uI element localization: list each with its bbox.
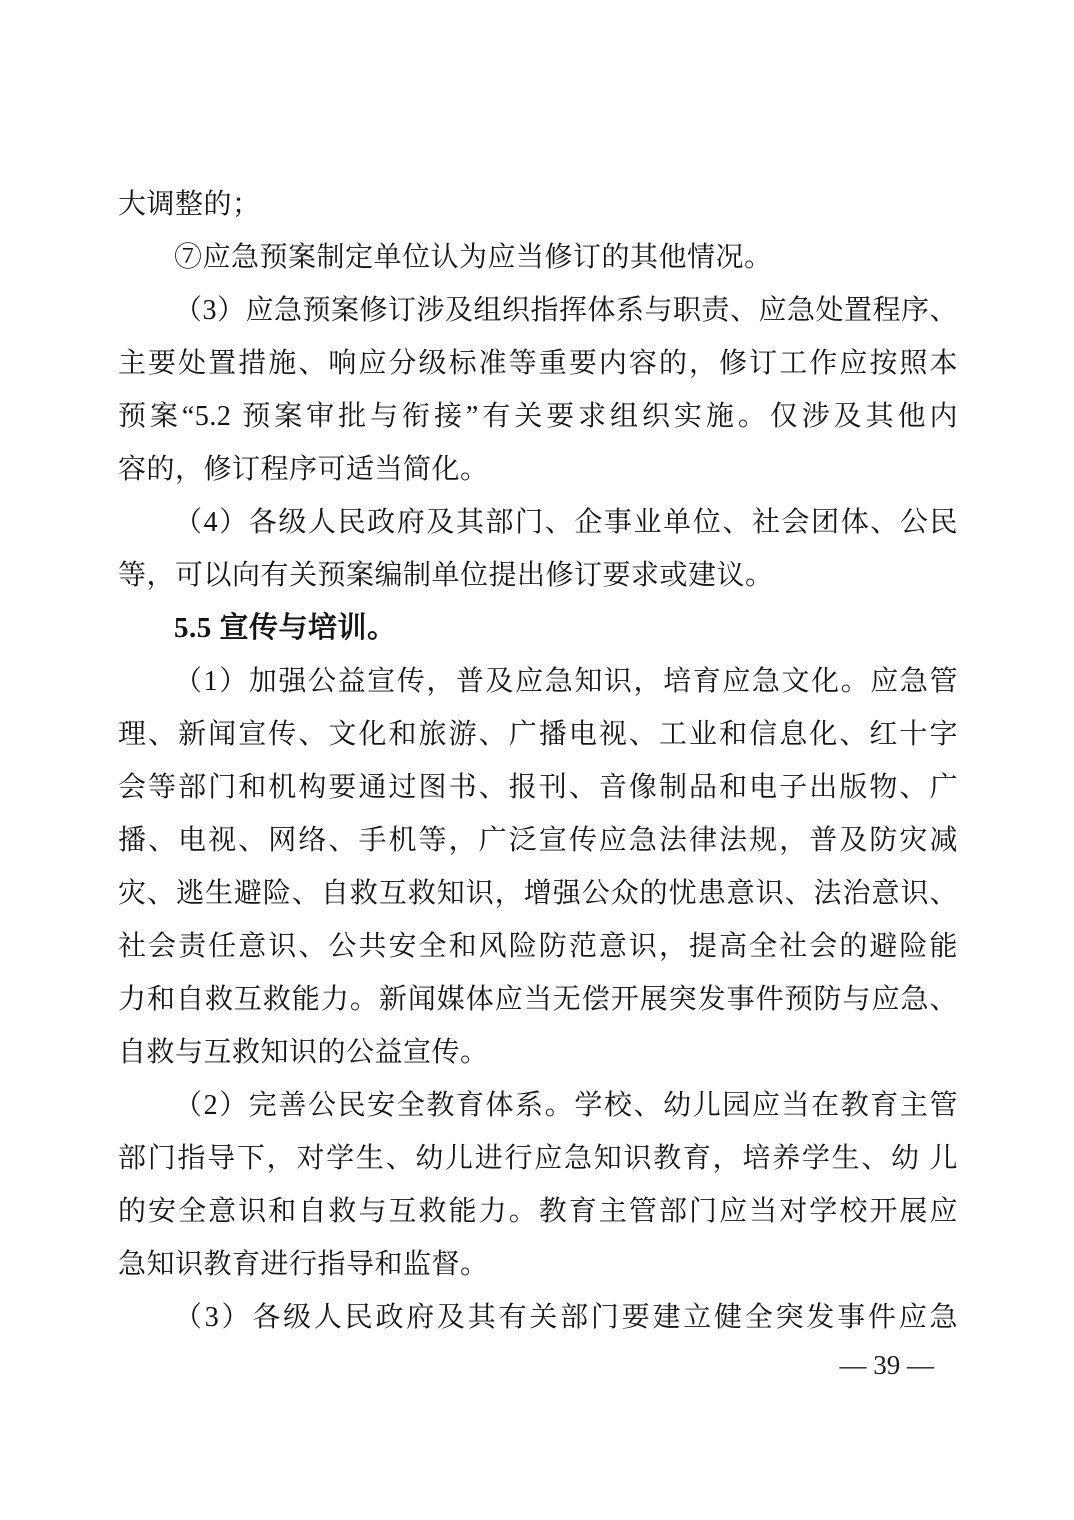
- text-line: 部门指导下，对学生、幼儿进行应急知识教育，培养学生、幼 儿: [118, 1143, 958, 1174]
- section-heading: 5.5 宣传与培训。: [174, 612, 397, 644]
- text-line: （3）应急预案修订涉及组织指挥体系与职责、应急处置程序、: [174, 295, 959, 326]
- text-line: 大调整的；: [118, 189, 261, 220]
- text-line: （3）各级人民政府及其有关部门要建立健全突发事件应急: [174, 1302, 958, 1333]
- text-line: 会等部门和机构要通过图书、报刊、音像制品和电子出版物、广: [118, 772, 958, 803]
- text-line: 理、新闻宣传、文化和旅游、广播电视、工业和信息化、红十字: [118, 719, 958, 750]
- text-line: 社会责任意识、公共安全和风险防范意识，提高全社会的避险能: [118, 931, 958, 962]
- text-line: 的安全意识和自救与互救能力。教育主管部门应当对学校开展应: [118, 1196, 958, 1227]
- text-line: 主要处置措施、响应分级标准等重要内容的，修订工作应按照本: [118, 348, 958, 379]
- text-line: 等，可以向有关预案编制单位提出修订要求或建议。: [118, 560, 774, 591]
- text-line: 预案“5.2 预案审批与衔接”有关要求组织实施。仅涉及其他内: [118, 401, 958, 432]
- page-number: — 39 —: [839, 1350, 934, 1380]
- text-line: （2）完善公民安全教育体系。学校、幼儿园应当在教育主管: [174, 1090, 958, 1121]
- text-line: 灾、逃生避险、自救互救知识，增强公众的忧患意识、法治意识、: [118, 878, 958, 909]
- text-line: 自救与互救知识的公益宣传。: [118, 1037, 489, 1068]
- text-line: 急知识教育进行指导和监督。: [118, 1249, 489, 1280]
- text-line: 容的，修订程序可适当简化。: [118, 454, 489, 485]
- text-line: ⑦应急预案制定单位认为应当修订的其他情况。: [174, 242, 773, 273]
- text-line: （4）各级人民政府及其部门、企事业单位、社会团体、公民: [174, 507, 958, 538]
- text-line: 力和自救互救能力。新闻媒体应当无偿开展突发事件预防与应急、: [118, 984, 958, 1015]
- text-line: 播、电视、网络、手机等，广泛宣传应急法律法规，普及防灾减: [118, 825, 958, 856]
- document-body: [118, 178, 958, 1344]
- text-line: （1）加强公益宣传，普及应急知识，培育应急文化。应急管: [174, 666, 958, 697]
